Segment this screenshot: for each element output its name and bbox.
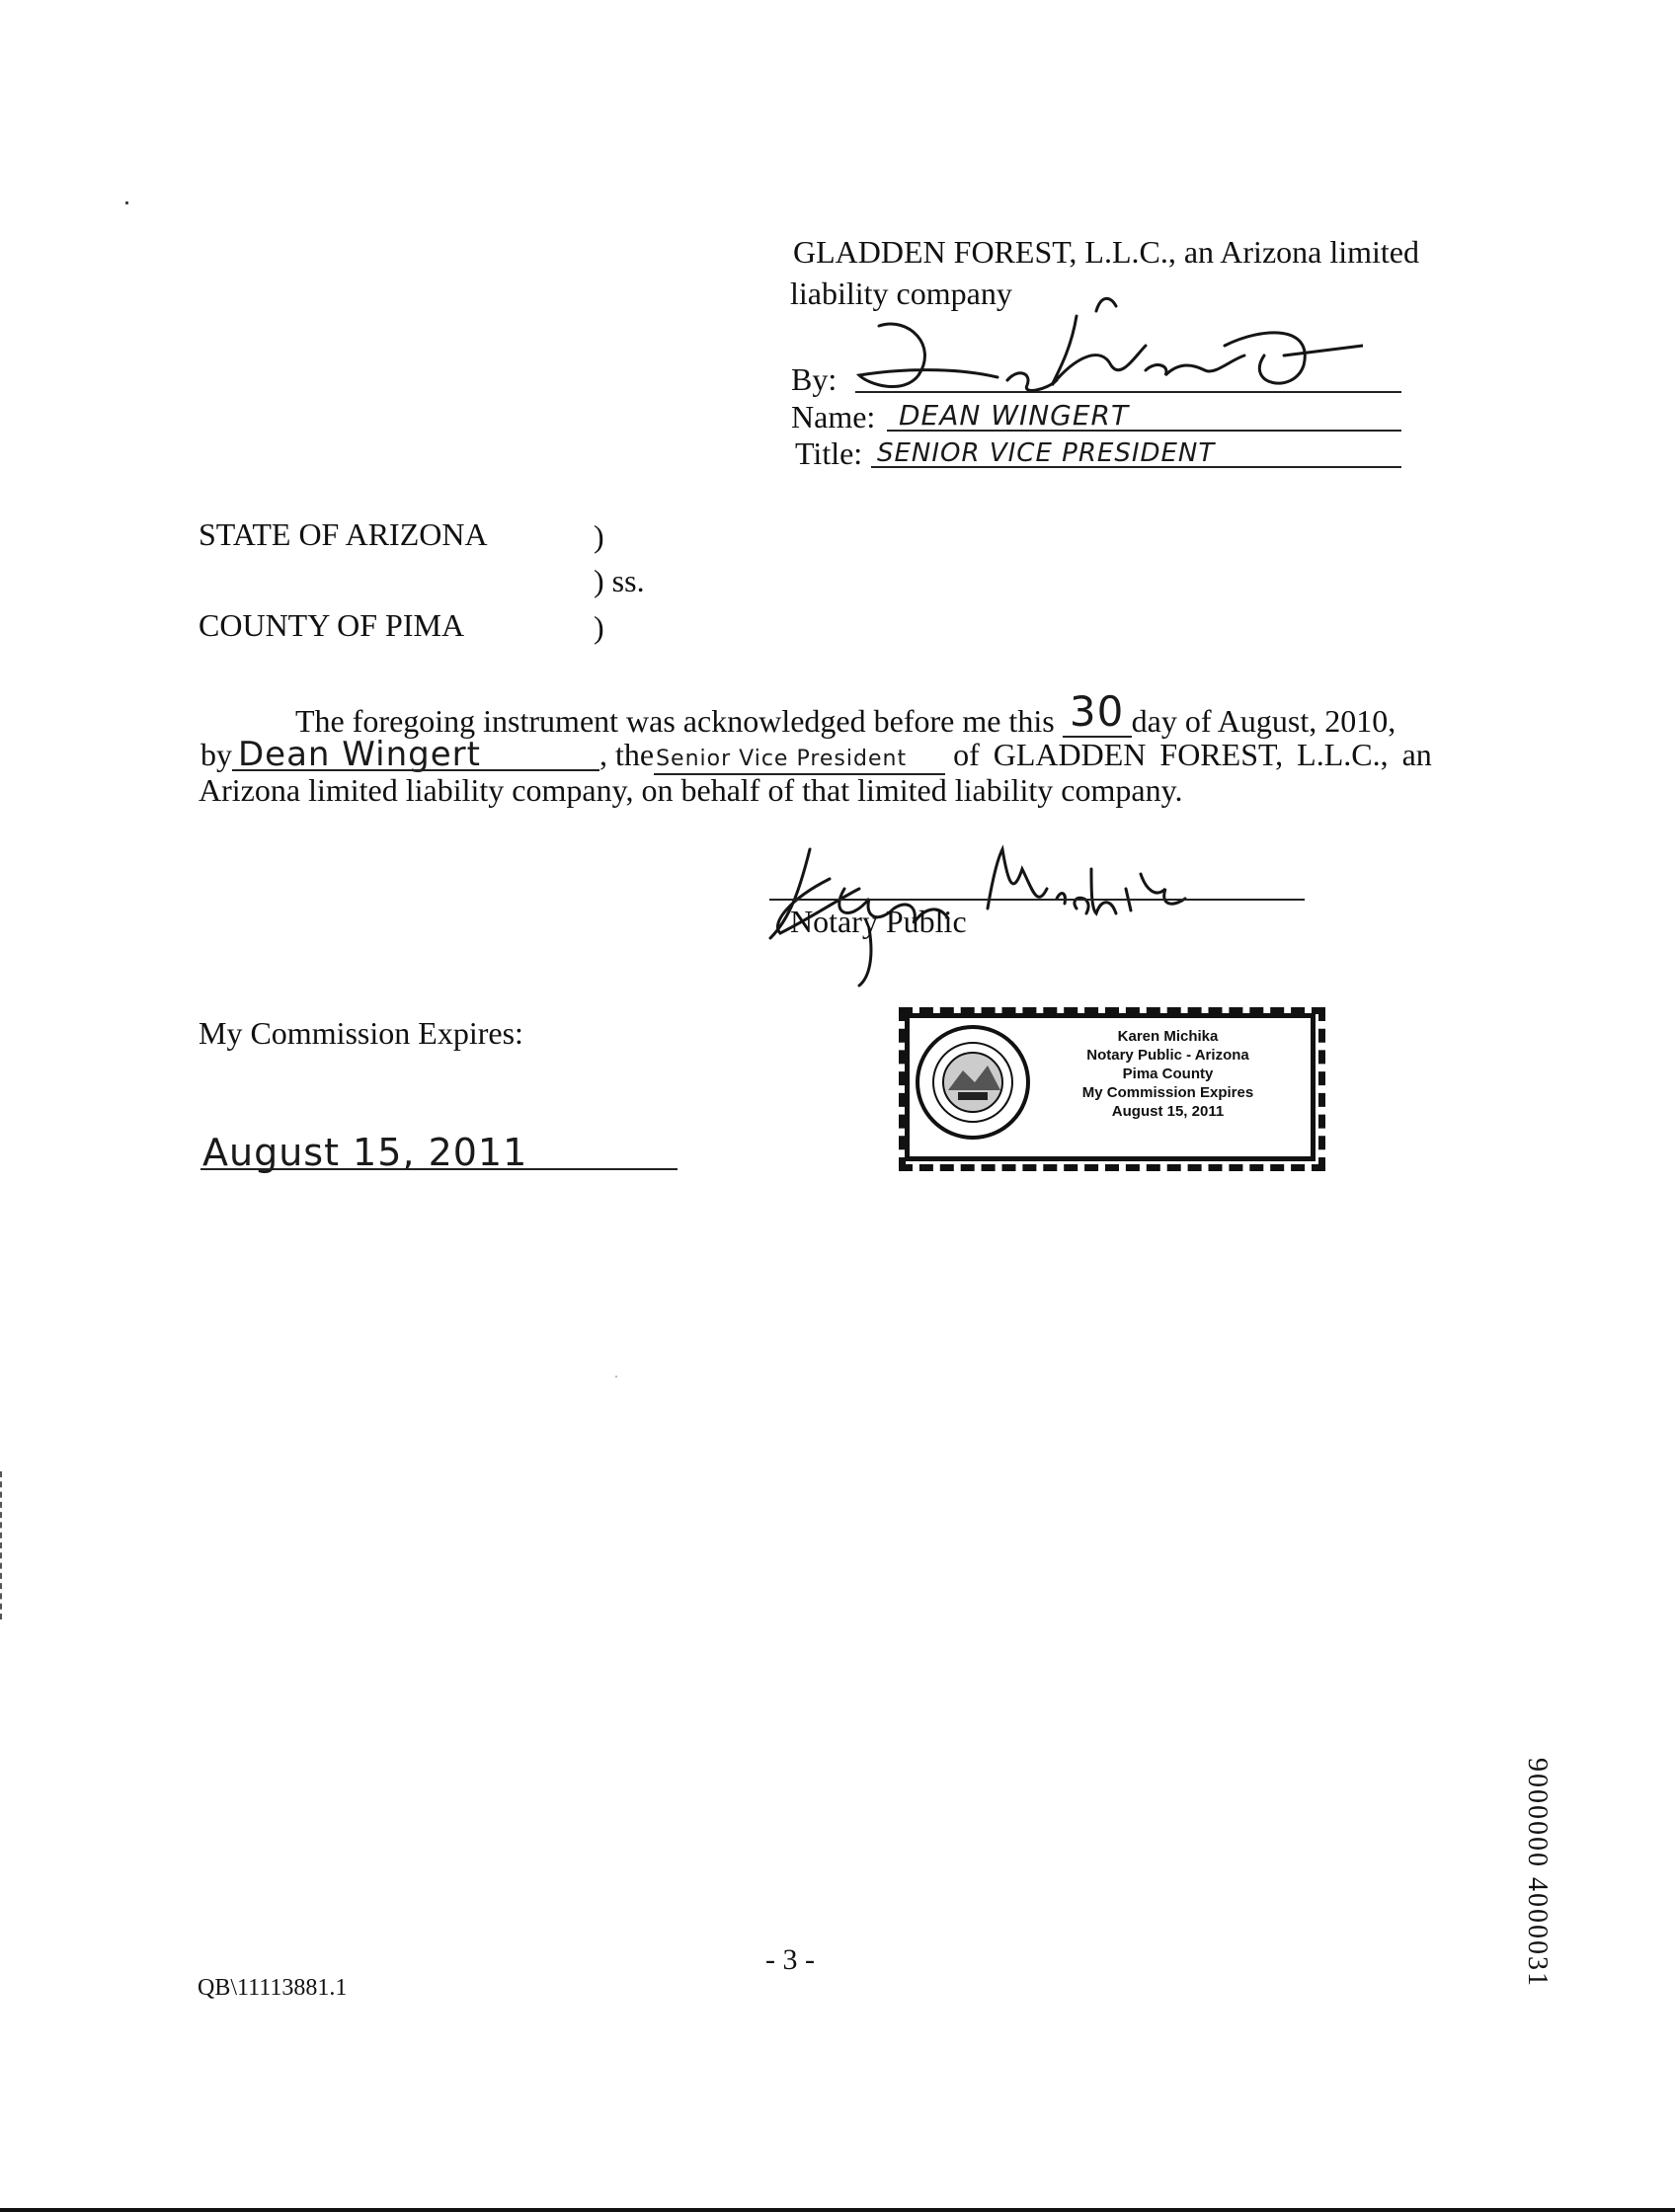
by-label: By: (791, 361, 838, 397)
ack-signer-title (654, 737, 945, 777)
stamp-county: Pima County (1122, 1066, 1214, 1082)
commission-label: My Commission Expires: (199, 1015, 523, 1051)
notary-line (769, 899, 1305, 901)
paren-top: ) (594, 518, 604, 554)
ack-line-2-post: of GLADDEN FOREST, L.L.C., an (953, 737, 1432, 772)
stamp-title: Notary Public - Arizona (1086, 1047, 1249, 1064)
ack-signer-value: Dean Wingert (238, 735, 481, 774)
ss-label: ) ss. (594, 563, 645, 598)
company-line-1: GLADDEN FOREST, L.L.C., an Arizona limited (793, 234, 1419, 270)
handwritten-signature (849, 286, 1363, 415)
document-id: QB\11113881.1 (198, 1975, 348, 2001)
commission-date: August 15, 2011 (202, 1131, 528, 1174)
arizona-seal-icon (914, 1021, 1032, 1144)
ack-line-1-pre: The foregoing instrument was acknowledged before me this (295, 703, 1055, 739)
company-line-2: liability company (790, 276, 1012, 311)
stamp-date: August 15, 2011 (1111, 1103, 1225, 1120)
title-label: Title: (795, 435, 863, 471)
stamp-name: Karen Michika (1117, 1028, 1219, 1045)
ack-line-2 (200, 737, 1432, 777)
recording-number: 9000000 4000031 (1522, 1758, 1553, 1988)
commission-line (200, 1168, 678, 1170)
notary-label: Notary Public (790, 904, 967, 939)
paren-bottom: ) (594, 609, 604, 645)
ack-by: by (200, 737, 232, 772)
stamp-commission: My Commission Expires (1081, 1084, 1254, 1101)
ack-signer-title-value: Senior Vice President (656, 747, 908, 771)
scan-bottom-border (0, 2208, 1675, 2212)
ack-line-1-post: day of August, 2010, (1131, 703, 1396, 739)
name-value: DEAN WINGERT (899, 399, 1130, 432)
ack-day (1063, 687, 1132, 740)
name-label: Name: (791, 399, 876, 434)
ack-signer (232, 737, 599, 773)
ack-line-1 (295, 687, 1396, 740)
title-value: SENIOR VICE PRESIDENT (877, 438, 1216, 468)
ack-day-value: 30 (1069, 687, 1125, 736)
scan-edge-marks (0, 1471, 5, 1620)
speck (615, 1376, 617, 1378)
state-label: STATE OF ARIZONA (199, 516, 488, 552)
ack-line-3: Arizona limited liability company, on behalf of that limited liability company. (199, 772, 1183, 808)
stray-mark (125, 201, 128, 204)
stamp-text (1037, 1027, 1299, 1121)
county-label: COUNTY OF PIMA (199, 607, 465, 643)
page-number: - 3 - (765, 1943, 815, 1976)
ack-comma-the: , the (599, 737, 655, 772)
